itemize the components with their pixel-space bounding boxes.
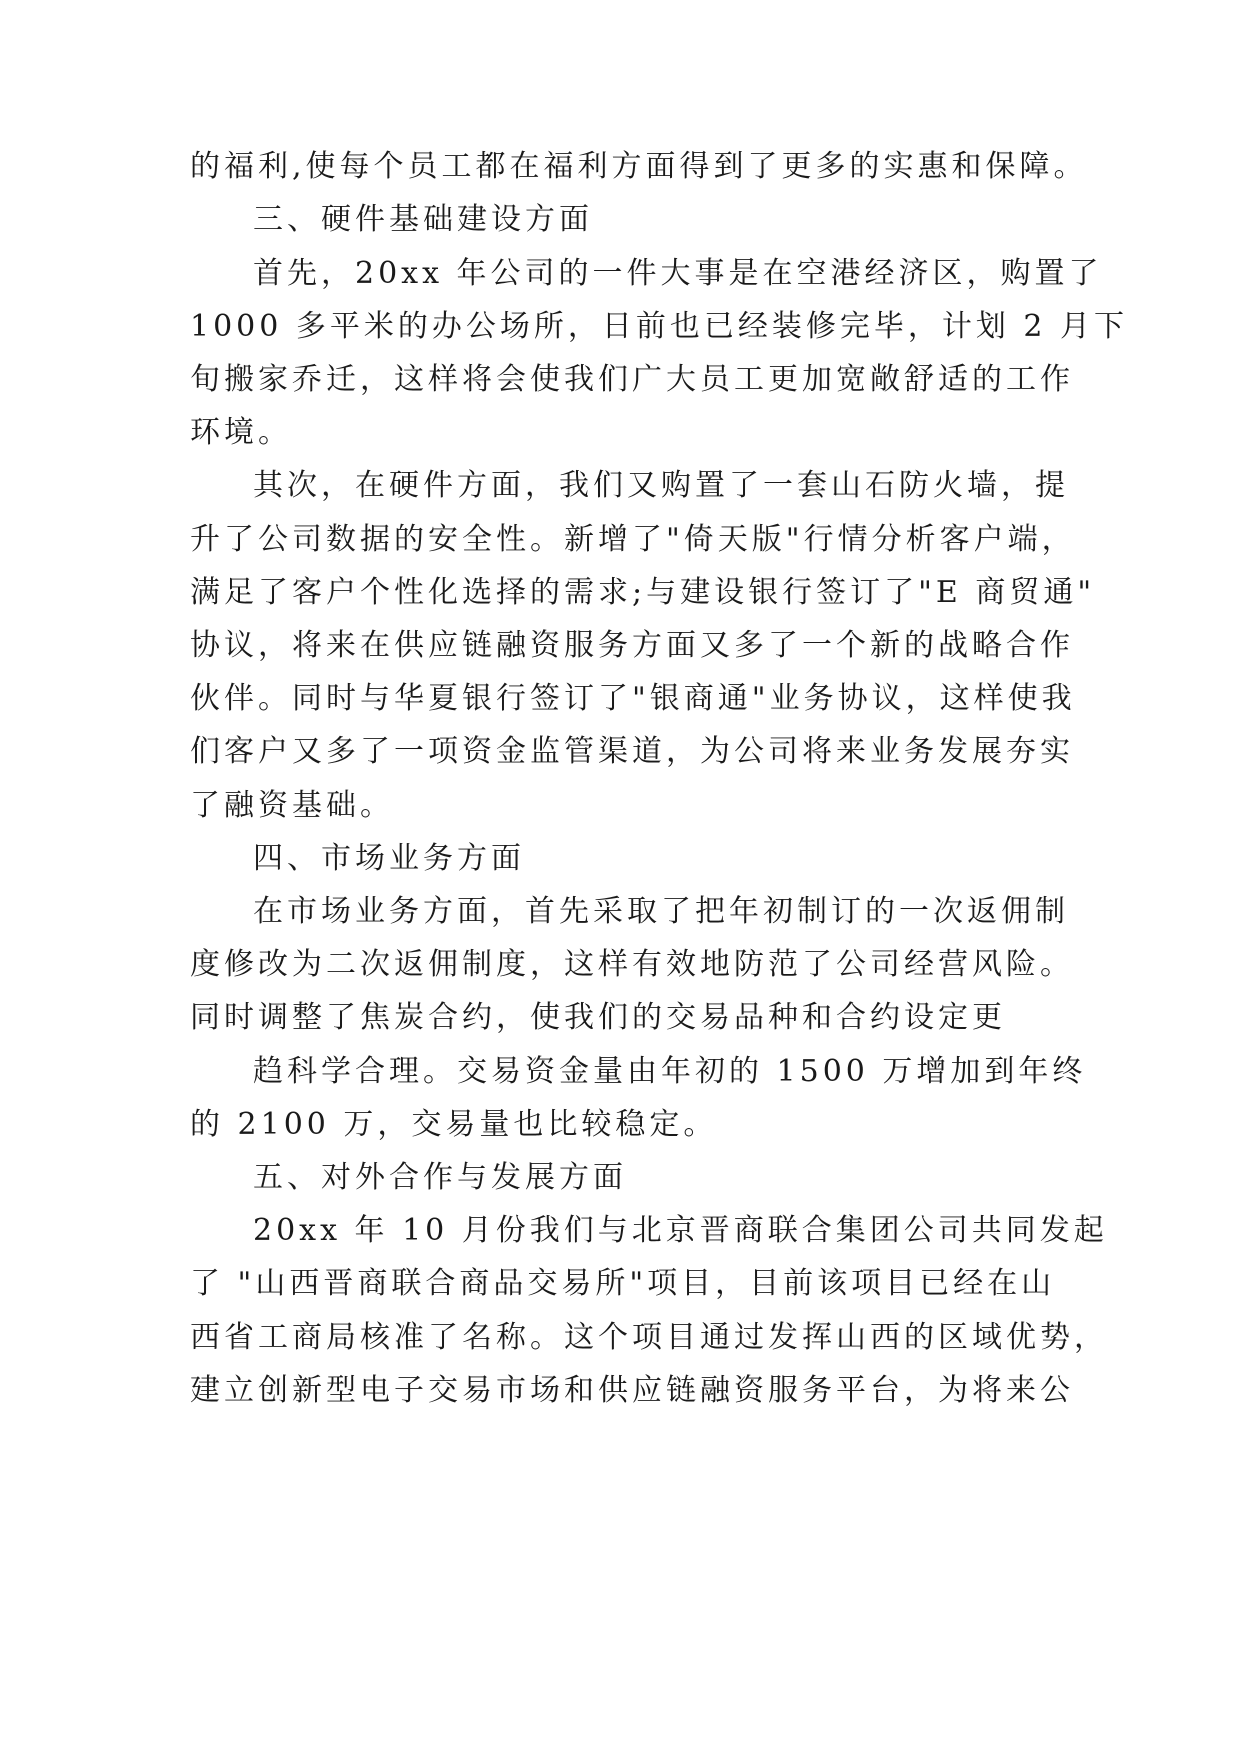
text-line-21: 20xx 年 10 月份我们与北京晋商联合集团公司共同发起 (253, 1213, 1108, 1248)
text-line-10: 协议，将来在供应链融资服务方面又多了一个新的战略合作 (190, 628, 1074, 663)
section-heading-5: 五、对外合作与发展方面 (253, 1160, 627, 1195)
text-line-9: 满足了客户个性化选择的需求;与建设银行签订了"E 商贸通" (190, 575, 1096, 610)
text-line-4: 1000 多平米的办公场所，日前也已经装修完毕，计划 2 月下 (190, 309, 1129, 344)
text-line-19: 的 2100 万，交易量也比较稳定。 (190, 1107, 718, 1142)
text-line-24: 建立创新型电子交易市场和供应链融资服务平台，为将来公 (190, 1373, 1074, 1408)
text-line-16: 度修改为二次返佣制度，这样有效地防范了公司经营风险。 (190, 947, 1074, 982)
text-line-8: 升了公司数据的安全性。新增了"倚天版"行情分析客户端， (190, 522, 1076, 557)
text-line-6: 环境。 (190, 415, 292, 450)
text-line-12: 们客户又多了一项资金监管渠道，为公司将来业务发展夯实 (190, 734, 1074, 769)
section-heading-4: 四、市场业务方面 (253, 841, 525, 876)
text-line-18: 趋科学合理。交易资金量由年初的 1500 万增加到年终 (253, 1054, 1087, 1089)
text-line-11: 伙伴。同时与华夏银行签订了"银商通"业务协议，这样使我 (190, 681, 1076, 716)
text-line-22: 了 "山西晋商联合商品交易所"项目，目前该项目已经在山 (190, 1266, 1056, 1301)
text-line-17: 同时调整了焦炭合约，使我们的交易品种和合约设定更 (190, 1000, 1006, 1035)
text-line-23: 西省工商局核准了名称。这个项目通过发挥山西的区域优势， (190, 1320, 1108, 1355)
text-line-15: 在市场业务方面，首先采取了把年初制订的一次返佣制 (253, 894, 1069, 929)
text-line-1: 的福利,使每个员工都在福利方面得到了更多的实惠和保障。 (190, 149, 1088, 184)
section-heading-3: 三、硬件基础建设方面 (253, 202, 593, 237)
text-line-7: 其次，在硬件方面，我们又购置了一套山石防火墙，提 (253, 468, 1069, 503)
text-line-5: 旬搬家乔迁，这样将会使我们广大员工更加宽敞舒适的工作 (190, 362, 1074, 397)
text-line-3: 首先，20xx 年公司的一件大事是在空港经济区，购置了 (253, 256, 1103, 291)
text-line-13: 了融资基础。 (190, 788, 394, 823)
